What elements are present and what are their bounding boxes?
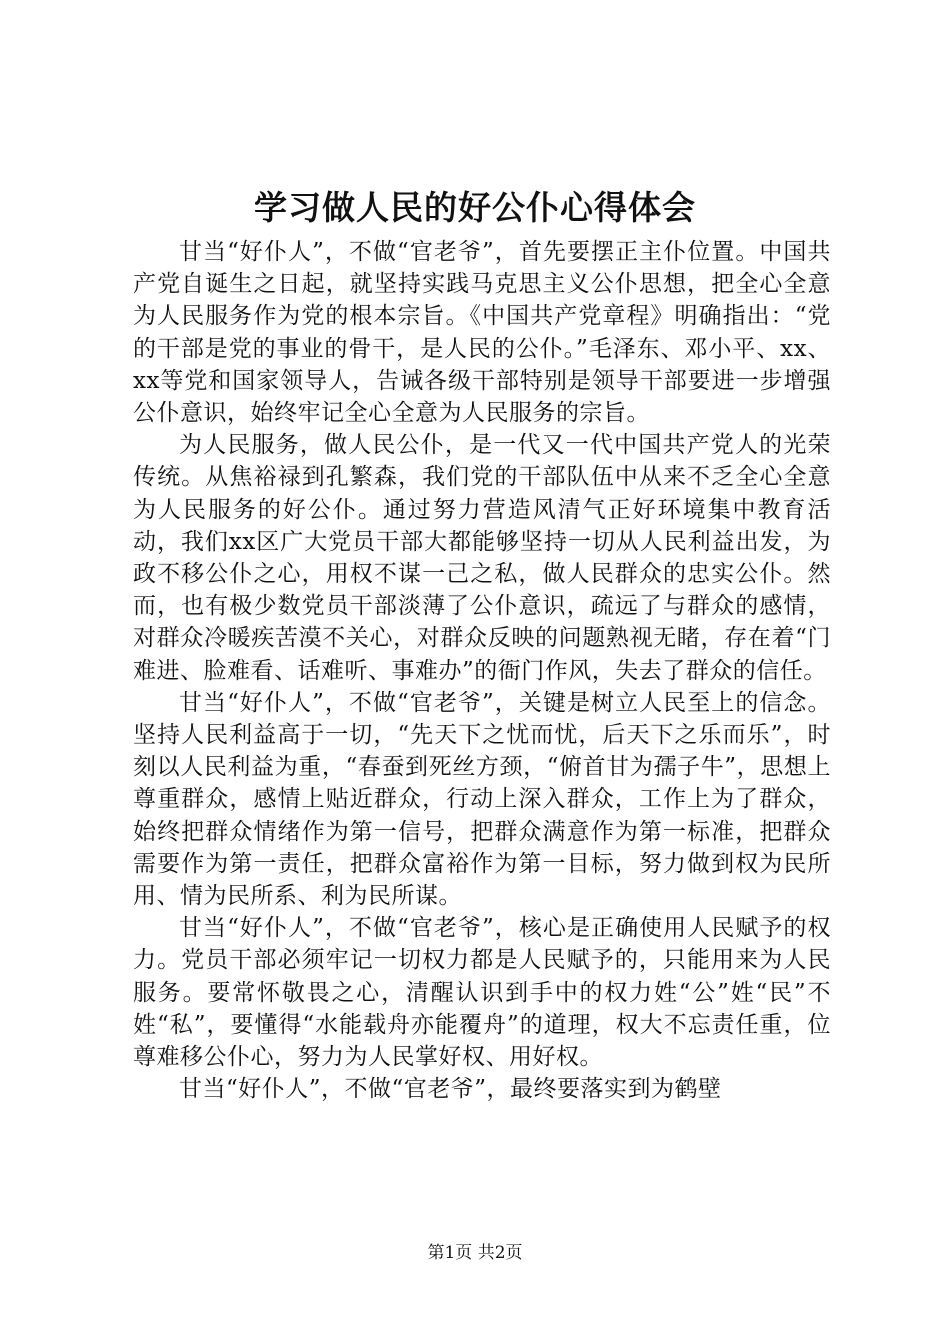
paragraph: 为人民服务，做人民公仆，是一代又一代中国共产党人的光荣传统。从焦裕禄到孔繁森，我们党的干部队伍中从来不乏全心全意为人民服务的好公仆。通过努力营造风清气正好环境集中教育活动，我们xx区广大党员干部大都能够坚持一切从人民利益出发，为政不移公仆之心，用权不谋一己之私，做人民群众的忠实公仆。然而，也有极少数党员干部淡薄了公仆意识，疏远了与群众的感情，对群众冷暖疾苦漠不关心，对群众反映的问题熟视无睹，存在着“门难进、脸难看、话难听、事难办”的衙门作风，失去了群众的信任。 [133, 432, 831, 684]
paragraph: 甘当“好仆人”，不做“官老爷”，最终要落实到为鹤壁 [179, 1076, 722, 1103]
paragraph: 甘当“好仆人”，不做“官老爷”，核心是正确使用人民赋予的权力。党员干部必须牢记一切权力都是人民赋予的，只能用来为人民服务。要常怀敬畏之心，清醒认识到手中的权力姓“公”姓“民”不姓“私”，要懂得“水能载舟亦能覆舟”的道理，权大不忘责任重，位尊难移公仆心，努力为人民掌好权、用好权。 [133, 915, 831, 1071]
paragraph: 甘当“好仆人”，不做“官老爷”，关键是树立人民至上的信念。坚持人民利益高于一切，“先天下之忧而忧，后天下之乐而乐”，时刻以人民利益为重，“春蚕到死丝方颈，“俯首甘为孺子牛”，思想上尊重群众，感情上贴近群众，行动上深入群众，工作上为了群众，始终把群众情绪作为第一信号，把群众满意作为第一标准，把群众需要作为第一责任，把群众富裕作为第一目标，努力做到权为民所用、情为民所系、利为民所谋。 [133, 689, 831, 910]
paragraph: 甘当“好仆人”，不做“官老爷”，首先要摆正主仆位置。中国共产党自诞生之日起，就坚持实践马克思主义公仆思想，把全心全意为人民服务作为党的根本宗旨。《中国共产党章程》明确指出：“党的干部是党的事业的骨干，是人民的公仆。”毛泽东、邓小平、xx、xx等党和国家领导人，告诫各级干部特别是领导干部要进一步增强公仆意识，始终牢记全心全意为人民服务的宗旨。 [133, 239, 831, 427]
page-number-footer: 第1页 共2页 [427, 1243, 523, 1263]
document-title: 学习做人民的好公仆心得体会 [254, 188, 696, 227]
document-body [133, 236, 831, 1105]
